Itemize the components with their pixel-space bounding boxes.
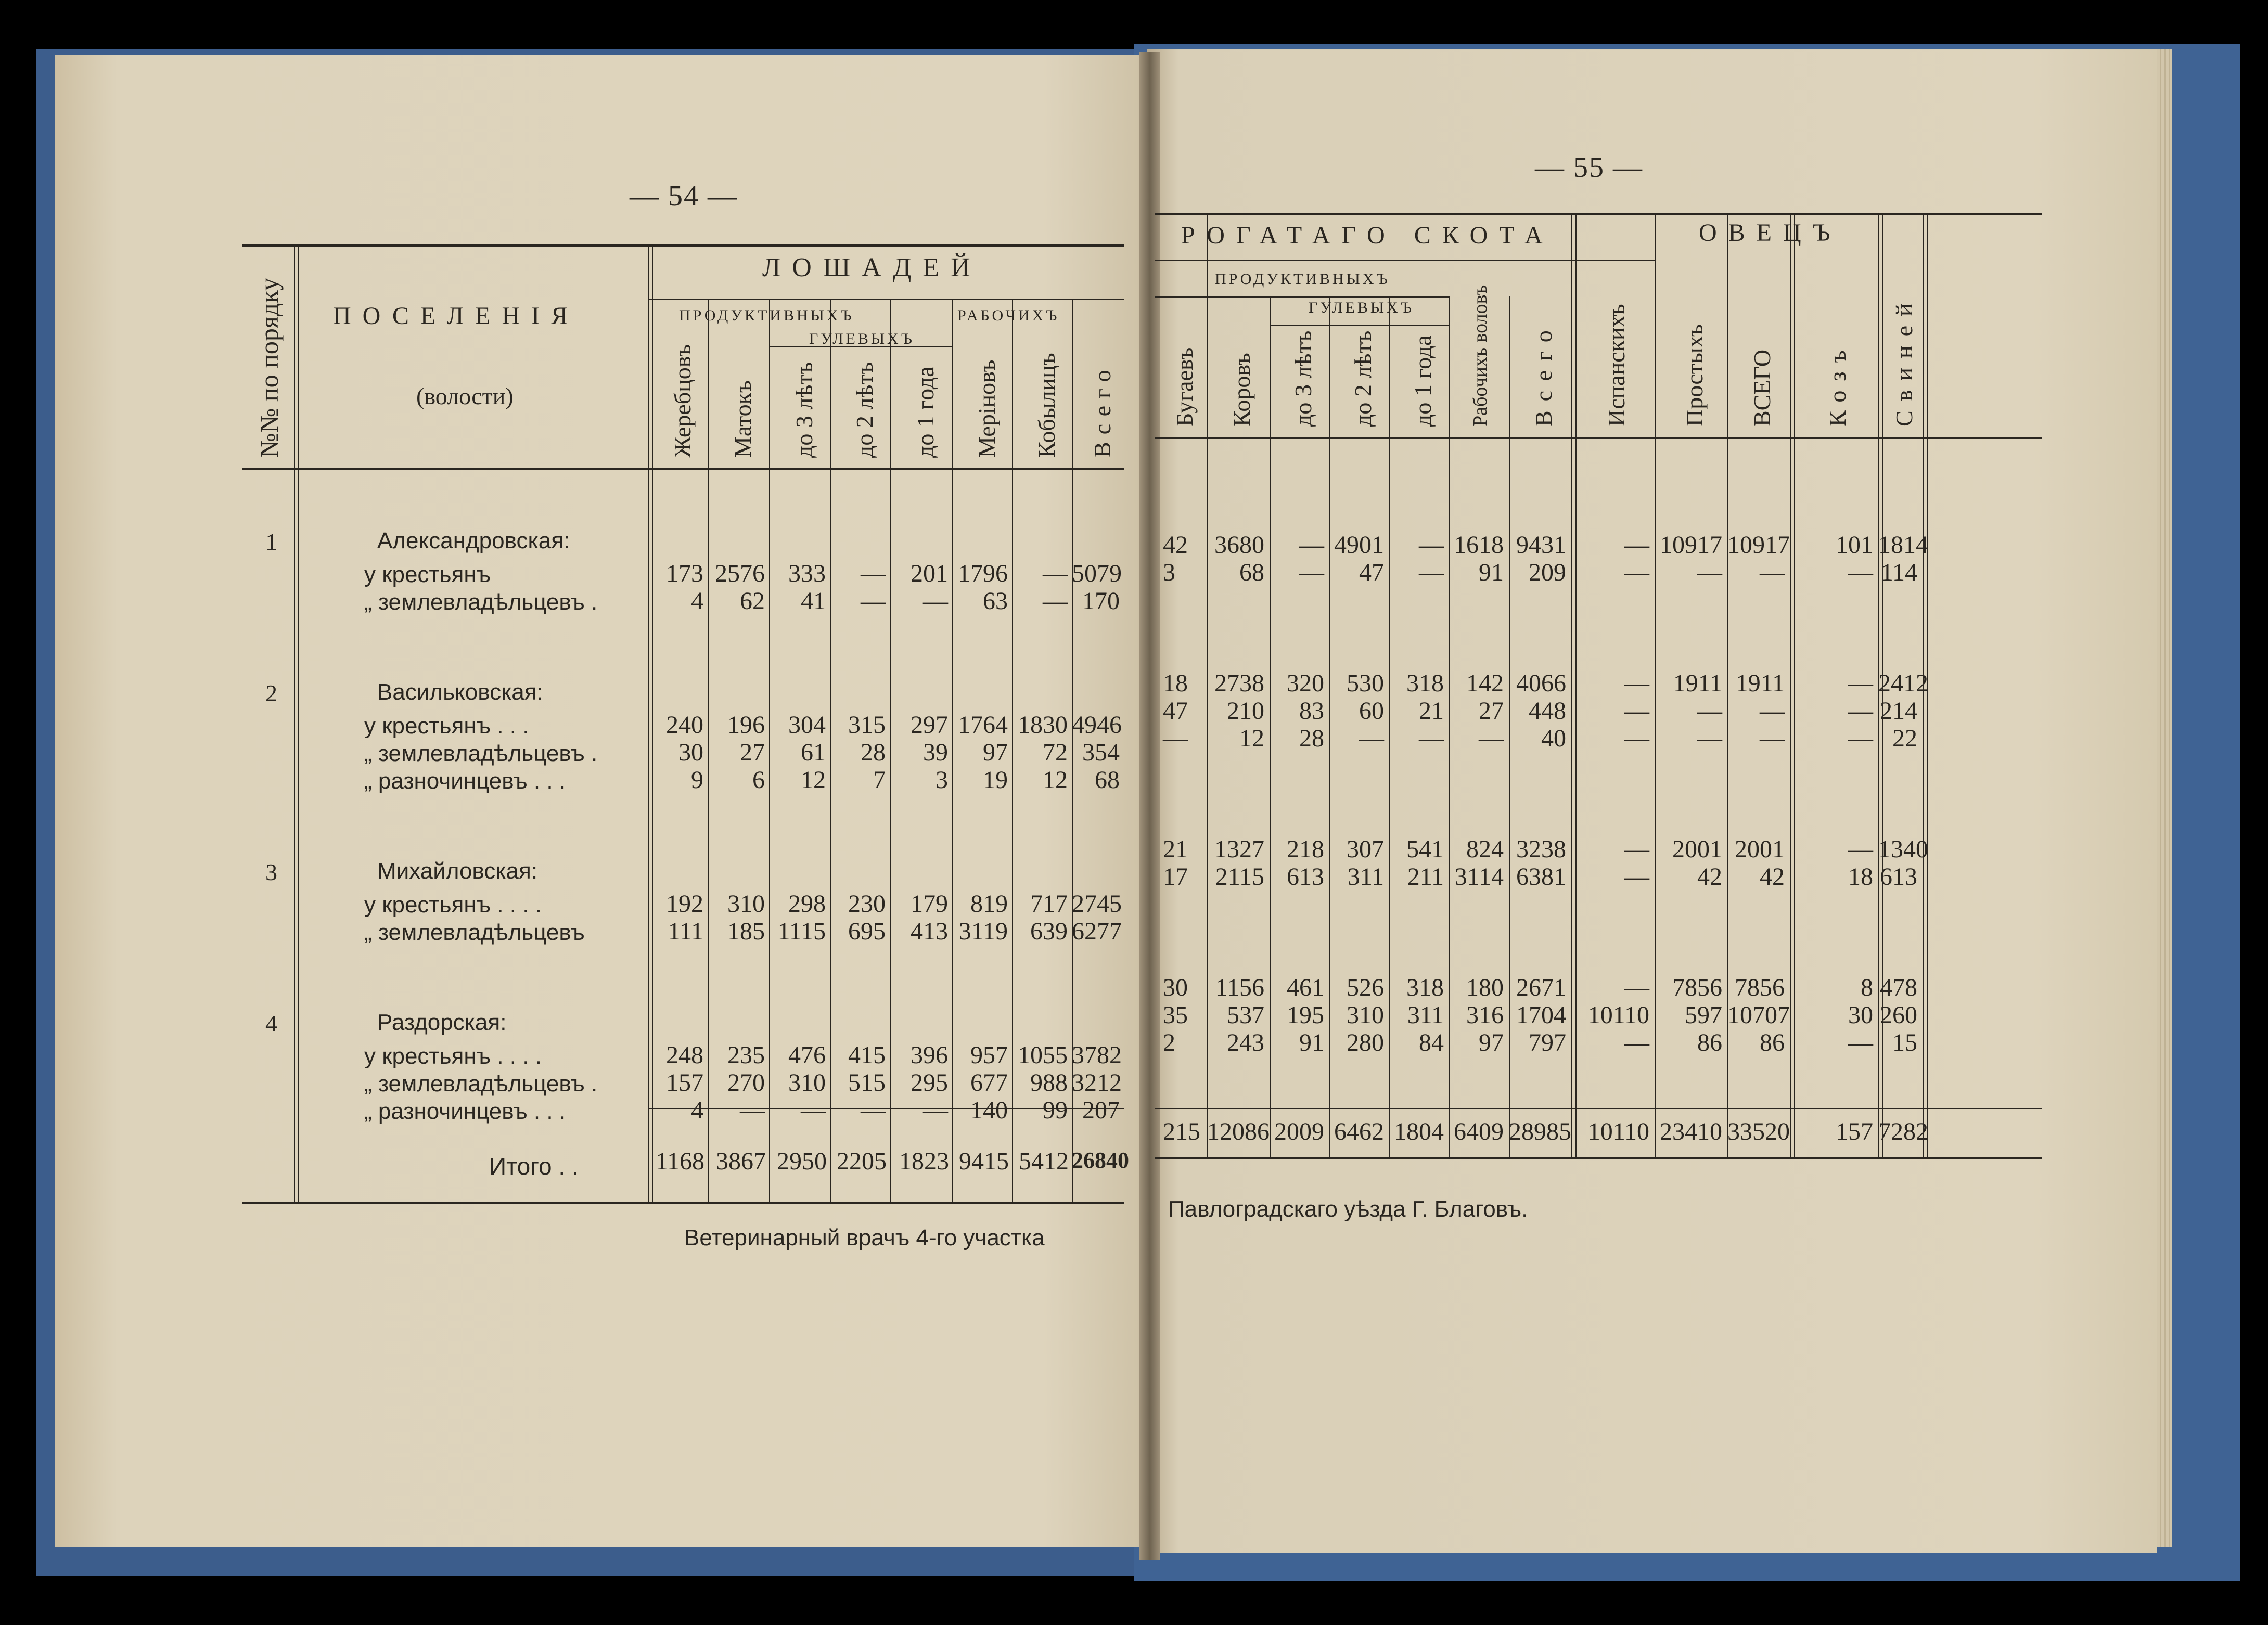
left-header-rule [242,468,1124,470]
right-cell: 35 [1163,1001,1188,1029]
left-cell: 295 [911,1069,948,1097]
right-cell: 210 [1227,697,1264,725]
right-signature: Павлоградскаго уѣзда Г. Благовъ. [1168,1196,1528,1222]
right-cell: 461 [1287,974,1324,1001]
left-cell: 7 [873,766,886,794]
left-total-cell: 3867 [716,1147,766,1175]
right-cell: — [1299,531,1324,559]
right-cell: 526 [1347,974,1384,1001]
right-col-header-6: Всего [1530,321,1557,427]
left-cell: 3782 [1072,1041,1122,1069]
right-cell: 40 [1541,725,1566,752]
right-cell: 2412 [1878,669,1928,697]
right-cell: 3114 [1454,863,1504,891]
right-prod-rule [1155,296,1449,298]
left-cell: — [861,1097,886,1124]
right-table-bottom-rule [1155,1157,2042,1159]
left-cell: 185 [727,918,765,945]
right-cell: — [1760,559,1785,586]
left-page [55,55,1158,1547]
right-cattle-header: РОГАТАГО СКОТА [1181,222,1554,249]
right-col-header-1: Коровъ [1228,353,1255,427]
right-cell: — [1624,531,1649,559]
right-total-cell: 33520 [1727,1118,1790,1145]
left-cell: 230 [848,890,886,918]
left-cell: — [923,1097,948,1124]
right-total-cell: 1804 [1394,1118,1444,1145]
left-row-label: у крестьянъ [364,562,491,587]
right-cell: 3680 [1214,531,1264,559]
right-cell: — [1697,725,1722,752]
right-cell: — [1624,974,1649,1001]
left-col-header-1: Матокъ [729,380,756,458]
right-col-header-11: Свиней [1890,294,1917,427]
left-working-header: РАБОЧИХЪ [957,307,1060,324]
right-cell: 243 [1227,1029,1264,1056]
left-cell: 173 [666,560,703,587]
left-cell: 315 [848,711,886,739]
right-col-header-8: Простыхъ [1681,324,1708,427]
left-cell: 1055 [1018,1041,1068,1069]
left-cell: 310 [788,1069,826,1097]
right-cell: 824 [1466,835,1504,863]
right-cell: 10917 [1727,531,1790,559]
left-row-label: у крестьянъ . . . [364,713,529,739]
right-cell: 18 [1848,863,1873,891]
right-cell: 218 [1287,835,1324,863]
left-total-cell: 9415 [959,1147,1009,1175]
left-row-label: у крестьянъ . . . . [364,1043,542,1069]
left-total-cell: 1823 [899,1147,949,1175]
right-col-header-7: Испанскихъ [1603,304,1630,427]
left-cell: 1796 [958,560,1008,587]
right-cell: 1704 [1516,1001,1566,1029]
right-cell: 2115 [1215,863,1264,891]
right-cell: 478 [1880,974,1917,1001]
left-cell: 396 [911,1041,948,1069]
left-row-label: „ землевладѣльцевъ . [364,741,598,766]
left-cell: 6277 [1072,918,1122,945]
right-cell: 9431 [1516,531,1566,559]
right-cell: 86 [1760,1029,1785,1056]
left-cell: 68 [1095,766,1120,794]
left-cell: 677 [970,1069,1008,1097]
right-cell: — [1848,669,1873,697]
left-cell: — [1043,560,1068,587]
left-total-cell: 1168 [655,1147,704,1175]
right-col-header-5: Рабочихъ воловъ [1469,285,1491,427]
left-cell: 5079 [1072,560,1122,587]
left-cell: 819 [970,890,1008,918]
right-total-cell: 157 [1836,1118,1873,1145]
left-col-header-6: Кобылицъ [1033,353,1060,458]
left-cell: 179 [911,890,948,918]
left-cell: 140 [970,1097,1008,1124]
right-page-number: — 55 — [1535,151,1643,184]
right-cell: 311 [1347,863,1384,891]
left-cell: 201 [911,560,948,587]
left-cell: 695 [848,918,886,945]
right-cell: 47 [1163,697,1188,725]
left-cell: 28 [861,739,886,766]
right-cell: 83 [1299,697,1324,725]
left-group-name-1: Васильковская: [377,679,543,705]
left-cell: 1830 [1018,711,1068,739]
right-cell: 211 [1407,863,1444,891]
right-sheep-header: ОВЕЦЪ [1699,219,1842,247]
left-col-header-0: Жеребцовъ [669,344,696,458]
right-cell: — [1624,725,1649,752]
right-cell: 316 [1466,1001,1504,1029]
left-group-no-3: 4 [265,1010,277,1037]
left-group-name-2: Михайловская: [377,858,538,884]
right-cell: — [1624,835,1649,863]
right-cell: 1911 [1735,669,1785,697]
right-cell: 27 [1479,697,1504,725]
right-cell: 280 [1347,1029,1384,1056]
left-cell: 4946 [1072,711,1122,739]
right-cell: 1340 [1878,835,1928,863]
left-cell: 170 [1082,587,1120,615]
right-cell: — [1624,559,1649,586]
right-cell: — [1419,559,1444,586]
left-table-top-rule [242,244,1124,247]
right-col-header-3: до 2 лѣтъ [1349,330,1376,427]
left-cell: 99 [1043,1097,1068,1124]
left-total-cell: 5412 [1019,1147,1069,1175]
left-group-no-1: 2 [265,680,277,706]
left-row-label: у крестьянъ . . . . [364,892,542,918]
left-cell: — [740,1097,765,1124]
right-cell: 2738 [1214,669,1264,697]
right-cell: 42 [1697,863,1722,891]
right-cell: 2001 [1735,835,1785,863]
left-cell: 30 [678,739,703,766]
right-gul-rule [1270,325,1449,326]
right-cell: — [1848,559,1873,586]
left-cell: 515 [848,1069,886,1097]
left-total-cell: 2205 [837,1147,887,1175]
left-row-label: „ разночинцевъ . . . [364,1099,566,1124]
left-col-no-header: №№ по порядку [254,278,284,458]
right-col-header-2: до 3 лѣтъ [1289,330,1316,427]
left-page-number: — 54 — [630,180,738,212]
right-cell: 613 [1880,863,1917,891]
right-total-cell: 12086 [1207,1118,1270,1145]
left-table-bottom-rule [242,1202,1124,1204]
right-cell: 10110 [1587,1001,1649,1029]
right-cell: — [1848,1029,1873,1056]
right-cell: — [1624,669,1649,697]
right-cattle-rule [1155,260,1655,261]
left-cell: 298 [788,890,826,918]
right-cell: 60 [1359,697,1384,725]
right-cell: — [1760,725,1785,752]
right-cell: — [1624,863,1649,891]
left-cell: 12 [801,766,826,794]
right-cell: 537 [1227,1001,1264,1029]
left-col-header-4: до 1 года [912,366,939,458]
right-table-top-rule [1155,213,2042,215]
right-cell: 68 [1239,559,1264,586]
left-cell: 4 [691,587,703,615]
right-cell: 448 [1529,697,1566,725]
right-cell: 209 [1529,559,1566,586]
left-settlements-sub: (волости) [416,383,514,409]
left-cell: 3 [936,766,948,794]
left-col-header-3: до 2 лѣтъ [851,362,878,458]
right-cell: 310 [1347,1001,1384,1029]
left-group-name-3: Раздорская: [377,1010,507,1035]
left-cell: 310 [727,890,765,918]
left-signature: Ветеринарный врачъ 4-го участка [684,1225,1045,1250]
right-cell: 142 [1466,669,1504,697]
right-total-cell: 6462 [1334,1118,1384,1145]
right-cell: — [1163,725,1188,752]
left-cell: 61 [801,739,826,766]
left-cell: 27 [740,739,765,766]
left-row-label: „ разночинцевъ . . . [364,768,566,794]
left-cell: 157 [666,1069,703,1097]
right-cell: 597 [1685,1001,1722,1029]
left-cell: 235 [727,1041,765,1069]
right-cell: 84 [1419,1029,1444,1056]
left-cell: 1115 [777,918,826,945]
right-cell: 30 [1848,1001,1873,1029]
right-total-rule [1155,1108,2042,1109]
left-cell: 988 [1030,1069,1068,1097]
right-cell: 10917 [1660,531,1722,559]
right-cell: 91 [1479,559,1504,586]
right-cell: 18 [1163,669,1188,697]
right-cell: 307 [1347,835,1384,863]
right-cell: 1814 [1878,531,1928,559]
left-cell: 192 [666,890,703,918]
right-cell: 28 [1299,725,1324,752]
left-cell: — [1043,587,1068,615]
left-cell: — [861,587,886,615]
right-cell: 21 [1419,697,1444,725]
left-total-cell: 2950 [777,1147,827,1175]
left-cell: 1764 [958,711,1008,739]
left-cell: 270 [727,1069,765,1097]
left-group-name-0: Александровская: [377,528,570,553]
right-cell: 42 [1163,531,1188,559]
left-cell: 354 [1082,739,1120,766]
right-cell: 21 [1163,835,1188,863]
right-cell: 6381 [1516,863,1566,891]
left-cell: 39 [923,739,948,766]
right-header-rule [1155,437,2042,439]
book-spine [1139,52,1160,1560]
left-cell: 2745 [1072,890,1122,918]
right-cell: 318 [1406,669,1444,697]
right-cell: — [1848,725,1873,752]
right-total-cell: 7282 [1878,1118,1928,1145]
right-cell: 2671 [1516,974,1566,1001]
right-cell: — [1479,725,1504,752]
right-cell: — [1624,697,1649,725]
left-cell: 19 [983,766,1008,794]
right-cell: 613 [1287,863,1324,891]
left-cell: 4 [691,1097,703,1124]
right-cell: 214 [1880,697,1917,725]
right-cell: 7856 [1672,974,1722,1001]
right-cell: — [1697,559,1722,586]
left-cell: 415 [848,1041,886,1069]
right-cell: — [1624,1029,1649,1056]
right-cell: 1911 [1673,669,1722,697]
right-cell: — [1697,697,1722,725]
left-cell: 63 [983,587,1008,615]
left-cell: 240 [666,711,703,739]
right-cell: 22 [1892,725,1917,752]
left-cell: 297 [911,711,948,739]
right-cell: 311 [1407,1001,1444,1029]
right-col-header-4: до 1 года [1409,335,1436,427]
right-cell: 3238 [1516,835,1566,863]
right-cell: — [1419,725,1444,752]
right-cell: 12 [1239,725,1264,752]
left-row-label: „ землевладѣльцевъ [364,920,585,945]
left-cell: 957 [970,1041,1008,1069]
left-cell: 2576 [715,560,765,587]
right-total-cell: 6409 [1454,1118,1504,1145]
right-cell: 2001 [1672,835,1722,863]
left-cell: — [801,1097,826,1124]
left-cell: 639 [1030,918,1068,945]
right-cell: 318 [1406,974,1444,1001]
left-group-no-0: 1 [265,528,277,555]
right-total-cell: 10110 [1587,1118,1649,1145]
left-col-header-2: до 3 лѣтъ [790,362,817,458]
left-total-label: Итого . . [489,1153,579,1180]
right-cell: 1618 [1454,531,1504,559]
right-cell: 1156 [1215,974,1264,1001]
left-row-label: „ землевладѣльцевъ . [364,1071,598,1097]
right-cell: 47 [1359,559,1384,586]
right-cell: — [1760,697,1785,725]
right-cell: 42 [1760,863,1785,891]
right-cell: 4066 [1516,669,1566,697]
right-cell: 180 [1466,974,1504,1001]
left-cell: 72 [1043,739,1068,766]
right-cell: — [1419,531,1444,559]
left-col-header-5: Меріновъ [973,359,1000,458]
right-cell: 101 [1836,531,1873,559]
left-horses-header: ЛОШАДЕЙ [762,253,982,282]
right-cell: 114 [1880,559,1917,586]
right-total-cell: 215 [1163,1118,1200,1145]
right-cell: 1327 [1214,835,1264,863]
left-cell: 196 [727,711,765,739]
left-cell: 207 [1082,1097,1120,1124]
right-cell: 4901 [1334,531,1384,559]
right-cell: — [1848,835,1873,863]
left-sub-rule [648,299,1124,300]
left-cell: 41 [801,587,826,615]
left-settlements-header: ПОСЕЛЕНІЯ [333,302,580,330]
left-row-label: „ землевладѣльцевъ . [364,589,598,615]
right-cell: 97 [1479,1029,1504,1056]
left-cell: 3212 [1072,1069,1122,1097]
left-cell: 9 [691,766,703,794]
left-productive-header: ПРОДУКТИВНЫХЪ [679,307,854,324]
right-cell: 3 [1163,559,1175,586]
right-cell: 10707 [1727,1001,1790,1029]
right-cell: 260 [1880,1001,1917,1029]
right-cell: 530 [1347,669,1384,697]
right-cell: 7856 [1735,974,1785,1001]
right-cell: — [1359,725,1384,752]
right-total-cell: 23410 [1660,1118,1722,1145]
left-cell: 248 [666,1041,703,1069]
right-cell: 541 [1406,835,1444,863]
right-cell: — [1299,559,1324,586]
right-cell: 15 [1892,1029,1917,1056]
left-group-no-2: 3 [265,859,277,885]
right-cell: — [1848,697,1873,725]
right-gulevykh-header: ГУЛЕВЫХЪ [1309,299,1414,316]
left-cell: — [861,560,886,587]
right-cell: 797 [1529,1029,1566,1056]
left-cell: 6 [752,766,765,794]
left-col-header-7: Всего [1089,363,1116,458]
left-cell: 304 [788,711,826,739]
left-cell: 62 [740,587,765,615]
right-col-header-9: ВСЕГО [1749,349,1775,427]
right-productive-header: ПРОДУКТИВНЫХЪ [1215,270,1390,288]
left-cell: 476 [788,1041,826,1069]
right-cell: 8 [1861,974,1873,1001]
right-cell: 2 [1163,1029,1175,1056]
left-cell: — [923,587,948,615]
right-col-header-0: Бугаевъ [1171,347,1198,427]
right-cell: 195 [1287,1001,1324,1029]
right-cell: 30 [1163,974,1188,1001]
right-col-header-10: Козъ [1824,341,1851,427]
right-cell: 86 [1697,1029,1722,1056]
left-vline-no [294,244,299,1202]
left-cell: 12 [1043,766,1068,794]
left-cell: 111 [668,918,703,945]
left-gulevykh-header: ГУЛЕВЫХЪ [809,330,915,347]
left-cell: 413 [911,918,948,945]
right-total-cell: 2009 [1274,1118,1324,1145]
right-cell: 320 [1287,669,1324,697]
left-cell: 3119 [958,918,1008,945]
right-cell: 91 [1299,1029,1324,1056]
left-cell: 97 [983,739,1008,766]
right-cell: 17 [1163,863,1188,891]
left-total-cell: 26840 [1072,1147,1129,1173]
left-cell: 717 [1030,890,1068,918]
left-cell: 333 [788,560,826,587]
right-total-cell: 28985 [1509,1118,1571,1145]
